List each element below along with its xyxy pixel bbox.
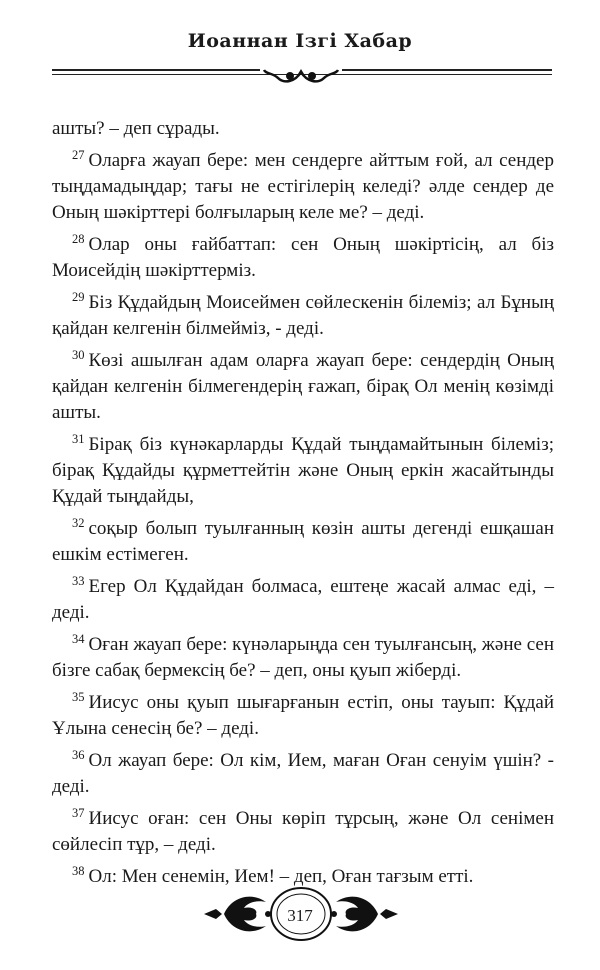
verse <box>52 626 554 684</box>
verse-text: Ол жауап бере: Ол кім, Ием, маған Оған сенуім үшін? - деді. <box>52 750 554 797</box>
verse-text: Оларға жауап бере: мен сендерге айттым ғой, ал сендер тыңдамадыңдар; тағы не естігілерің келеді? әлде сендер де Оның шәкірттері болғыларың келе ме? – деді. <box>52 150 554 223</box>
verse <box>52 510 554 568</box>
verse-number: 28 <box>72 232 85 246</box>
verse-text: Олар оны ғайбаттап: сен Оның шәкіртісің, ал біз Моисейдің шәкірттерміз. <box>52 234 554 281</box>
verse <box>52 342 554 426</box>
verse <box>52 142 554 226</box>
verse <box>52 742 554 800</box>
verse <box>52 684 554 742</box>
verse <box>52 426 554 510</box>
verse-number: 34 <box>72 632 85 646</box>
verse-number: 37 <box>72 806 85 820</box>
verse-text: соқыр болып туылғанның көзін ашты дегенді ешқашан ешкім естімеген. <box>52 518 554 565</box>
verse-text: Біз Құдайдың Моисеймен сөйлескенін білеміз; ал Бұның қайдан келгенін білмейміз, - деді. <box>52 292 554 339</box>
verse-text: Егер Ол Құдайдан болмаса, ештеңе жасай алмас еді, – деді. <box>52 576 554 623</box>
verse-text: Бірақ біз күнәкарларды Құдай тыңдамайтынын білеміз; бірақ Құдайды құрметтейтін және Оның еркін жасайтынды Құдай тыңдайды, <box>52 434 554 507</box>
verse-number: 30 <box>72 348 85 362</box>
verse-number: 35 <box>72 690 85 704</box>
running-header-title: Иоаннан Ізгі Хабар <box>187 30 413 52</box>
verse-text: Ол: Мен сенемін, Ием! – деп, Оған тағзым етті. <box>88 866 474 887</box>
verse-number: 29 <box>72 290 85 304</box>
verse-number: 33 <box>72 574 85 588</box>
verse-number: 36 <box>72 748 85 762</box>
verse <box>52 800 554 858</box>
header-ornament-icon <box>260 64 342 86</box>
verse <box>52 284 554 342</box>
verse-number: 38 <box>72 864 85 878</box>
verse <box>52 568 554 626</box>
page-number: 317 <box>287 906 313 925</box>
verse-text: Оған жауап бере: күнәларыңда сен туылғансың, және сен бізге сабақ бермексің бе? – деп, оны қуып жіберді. <box>52 634 554 681</box>
verse-number: 31 <box>72 432 85 446</box>
verse <box>52 226 554 284</box>
verse-text: Иисус оған: сен Оны көріп тұрсың, және Ол сенімен сөйлесіп тұр, – деді. <box>52 808 554 855</box>
page-body <box>52 116 554 890</box>
verse-number: 27 <box>72 148 85 162</box>
verse-number: 32 <box>72 516 85 530</box>
verse-text: Көзі ашылған адам оларға жауап бере: сендердің Оның қайдан келгенін білмегендерің ғажап, бірақ Ол менің көзімді ашты. <box>52 350 554 423</box>
verse-continuation: ашты? – деп сұрады. <box>52 118 220 139</box>
verse-text: Иисус оны қуып шығарғанын естіп, оны тауып: Құдай Ұлына сенесің бе? – деді. <box>52 692 554 739</box>
